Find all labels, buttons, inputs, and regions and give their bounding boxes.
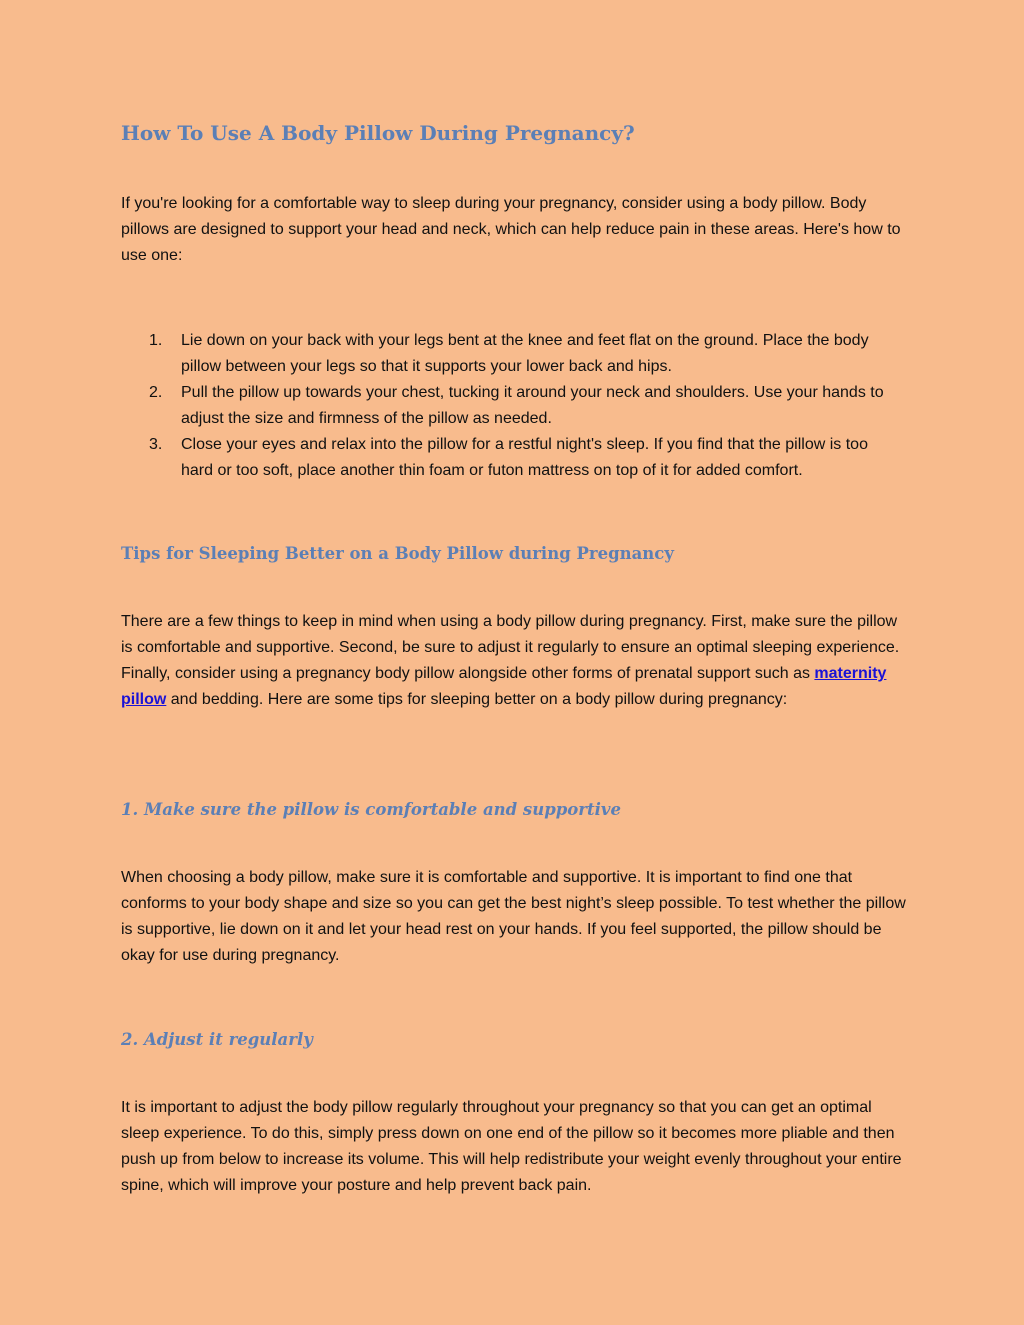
maternity-pillow-link[interactable]: maternity pillow bbox=[121, 665, 887, 708]
list-item-text: Close your eyes and relax into the pillow for a restful night's sleep. If you find that the pillow is too hard or too soft, place another thin foam or futon mattress on top of it for added comfort. bbox=[181, 436, 868, 479]
intro-paragraph: If you're looking for a comfortable way to sleep during your pregnancy, consider using a body pillow. Body pillows are designed to support your head and neck, which can help reduce pain in these areas. Here's how to use one: bbox=[121, 195, 901, 264]
list-number: 1. bbox=[149, 332, 163, 349]
list-item-text: Lie down on your back with your legs bent at the knee and feet flat on the ground. Place the body pillow between your legs so that it supports your lower back and hips. bbox=[181, 332, 869, 375]
tips-text-after: and bedding. Here are some tips for sleeping better on a body pillow during pregnancy: bbox=[166, 691, 788, 708]
tips-text-before: There are a few things to keep in mind when using a body pillow during pregnancy. First, make sure the pillow is comfortable and supportive. Second, be sure to adjust it regularly to ensure an optimal sleeping experience. Finally, consider using a pregnancy body pillow alongside other forms of prenatal support such as bbox=[121, 613, 900, 682]
page-title: How To Use A Body Pillow During Pregnancy? bbox=[121, 121, 635, 145]
section1-heading: 1. Make sure the pillow is comfortable and supportive bbox=[121, 800, 621, 819]
list-item-text: Pull the pillow up towards your chest, tucking it around your neck and shoulders. Use your hands to adjust the size and firmness of the pillow as needed. bbox=[181, 384, 884, 427]
tips-heading: Tips for Sleeping Better on a Body Pillow during Pregnancy bbox=[121, 544, 674, 563]
section2-paragraph: It is important to adjust the body pillow regularly throughout your pregnancy so that you can get an optimal sleep experience. To do this, simply press down on one end of the pillow so it becomes more pliable and then push up from below to increase its volume. This will help redistribute your weight evenly throughout your entire spine, which will improve your posture and help prevent back pain. bbox=[121, 1099, 902, 1194]
list-number: 2. bbox=[149, 384, 163, 401]
tips-paragraph bbox=[121, 609, 911, 713]
list-number: 3. bbox=[149, 436, 163, 453]
section1-paragraph: When choosing a body pillow, make sure it is comfortable and supportive. It is important to find one that conforms to your body shape and size so you can get the best night’s sleep possible. To test whether the pillow is supportive, lie down on it and let your head rest on your hands. If you feel supported, the pillow should be okay for use during pregnancy. bbox=[121, 869, 906, 964]
section2-heading: 2. Adjust it regularly bbox=[121, 1030, 313, 1049]
list-item bbox=[149, 328, 889, 380]
steps-list bbox=[149, 328, 889, 484]
list-item bbox=[149, 380, 889, 432]
list-item bbox=[149, 432, 889, 484]
